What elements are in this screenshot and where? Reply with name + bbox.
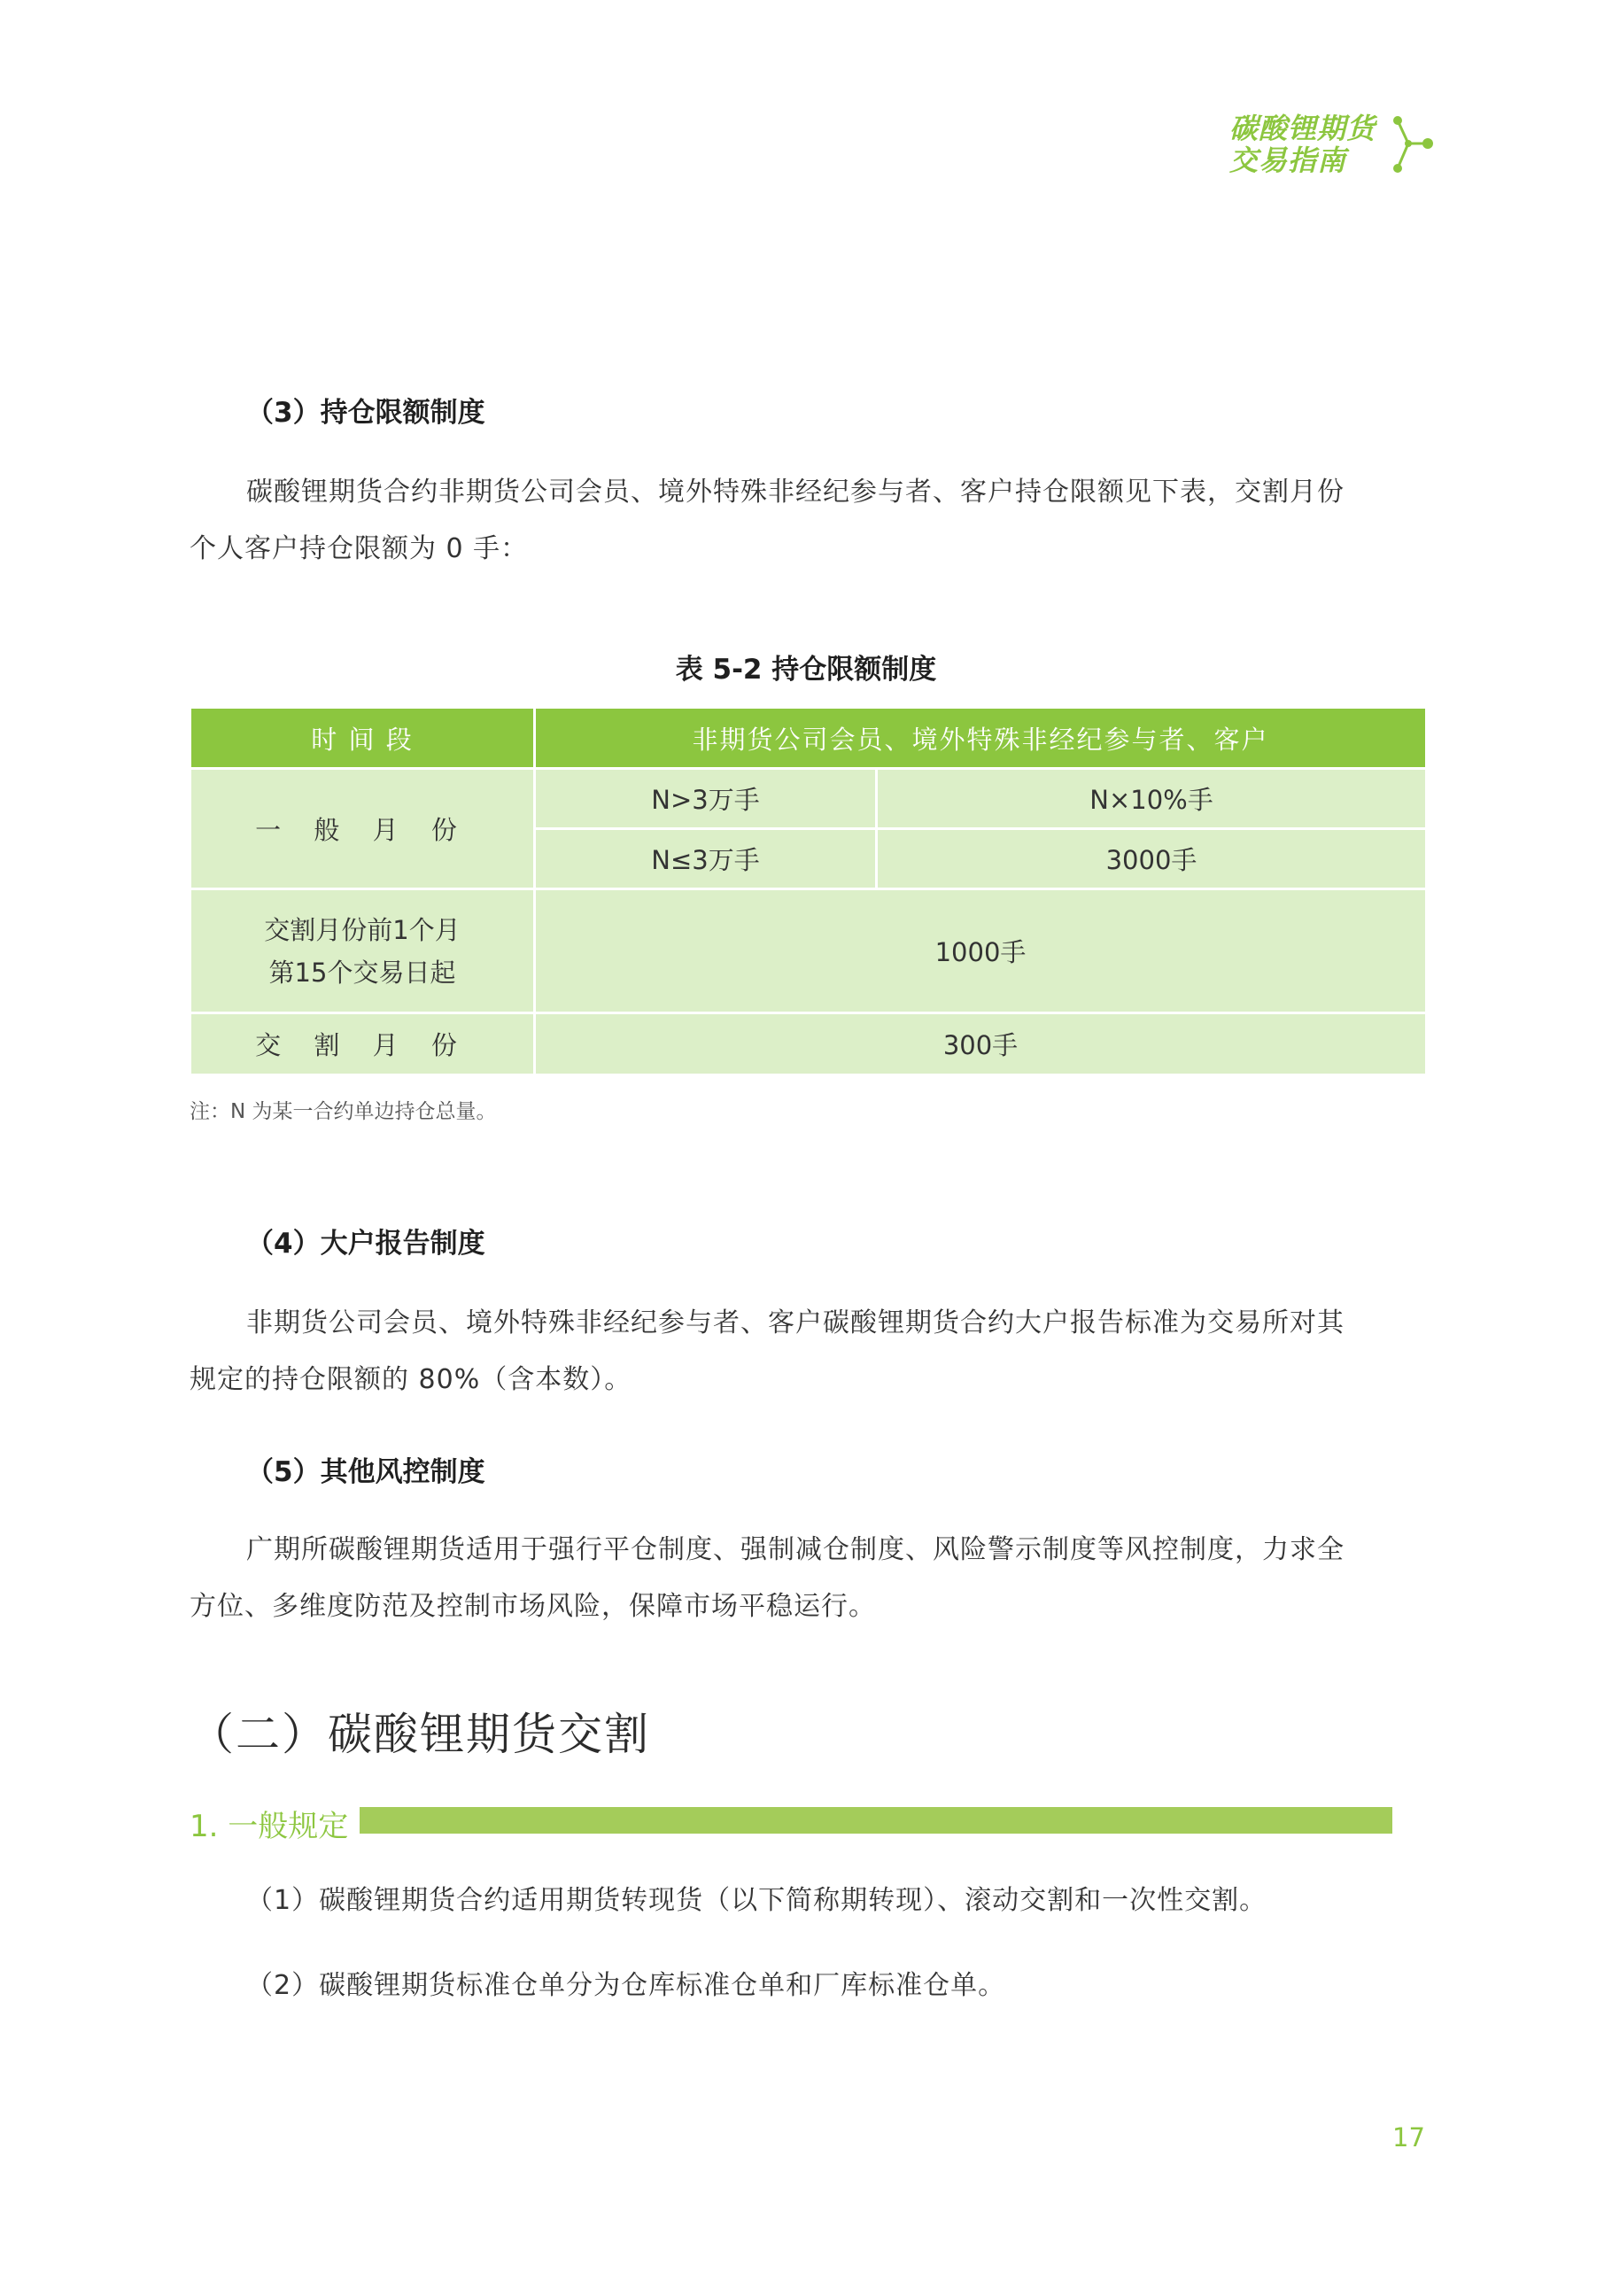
- pre-delivery-label: [190, 889, 535, 1013]
- section3-heading: （3）持仓限额制度: [246, 397, 485, 429]
- general-month-label: 一 般 月 份: [190, 769, 535, 889]
- delivery-item-1: （1）碳酸锂期货合约适用期货转现货（以下简称期转现）、滚动交割和一次性交割。: [246, 1885, 1267, 1916]
- table-header-period: 时 间 段: [190, 708, 535, 769]
- chapter-title: （二）碳酸锂期货交割: [190, 1709, 650, 1760]
- delivery-item-2: （2）碳酸锂期货标准仓单分为仓库标准仓单和厂库标准仓单。: [246, 1970, 1006, 2001]
- page-number: 17: [1392, 2122, 1425, 2152]
- subsection-title: 1. 一般规定: [190, 1809, 349, 1844]
- table-header-participants: 非期货公司会员、境外特殊非经纪参与者、客户: [535, 708, 1427, 769]
- section5-heading: （5）其他风控制度: [246, 1456, 485, 1488]
- logo-title-line2: 交易指南: [1229, 144, 1347, 177]
- section5-paragraph-line2: 方位、多维度防范及控制市场风险，保障市场平稳运行。: [190, 1591, 876, 1622]
- table-cell: N≤3万手: [535, 829, 877, 889]
- table-cell: 1000手: [535, 889, 1427, 1013]
- table-title: 表 5-2 持仓限额制度: [675, 654, 937, 686]
- table-cell: N>3万手: [535, 769, 877, 829]
- section4-paragraph-line1: 非期货公司会员、境外特殊非经纪参与者、客户碳酸锂期货合约大户报告标准为交易所对其: [246, 1307, 1345, 1338]
- section4-heading: （4）大户报告制度: [246, 1228, 485, 1260]
- molecule-icon: [1382, 113, 1435, 177]
- table-note: 注：N 为某一合约单边持仓总量。: [190, 1100, 497, 1123]
- pre-delivery-label-line1: 交割月份前1个月: [264, 914, 461, 945]
- delivery-month-label: 交 割 月 份: [190, 1013, 535, 1075]
- section3-paragraph-line2: 个人客户持仓限额为 0 手：: [190, 533, 529, 564]
- table-row: [190, 889, 1427, 1013]
- table-cell: N×10%手: [877, 769, 1427, 829]
- table-row: [190, 769, 1427, 829]
- section3-paragraph-line1: 碳酸锂期货合约非期货公司会员、境外特殊非经纪参与者、客户持仓限额见下表，交割月份: [246, 477, 1345, 508]
- section4-paragraph-line2: 规定的持仓限额的 80%（含本数）。: [190, 1364, 632, 1395]
- subsection-divider-bar: [360, 1807, 1392, 1834]
- pre-delivery-label-line2: 第15个交易日起: [268, 957, 456, 988]
- table-row: [190, 1013, 1427, 1075]
- table-header-row: [190, 708, 1427, 769]
- position-limit-table: [189, 706, 1428, 1076]
- table-cell: 3000手: [877, 829, 1427, 889]
- logo-title-line1: 碳酸锂期货: [1229, 112, 1376, 145]
- table-cell: 300手: [535, 1013, 1427, 1075]
- section5-paragraph-line1: 广期所碳酸锂期货适用于强行平仓制度、强制减仓制度、风险警示制度等风控制度，力求全: [246, 1534, 1345, 1565]
